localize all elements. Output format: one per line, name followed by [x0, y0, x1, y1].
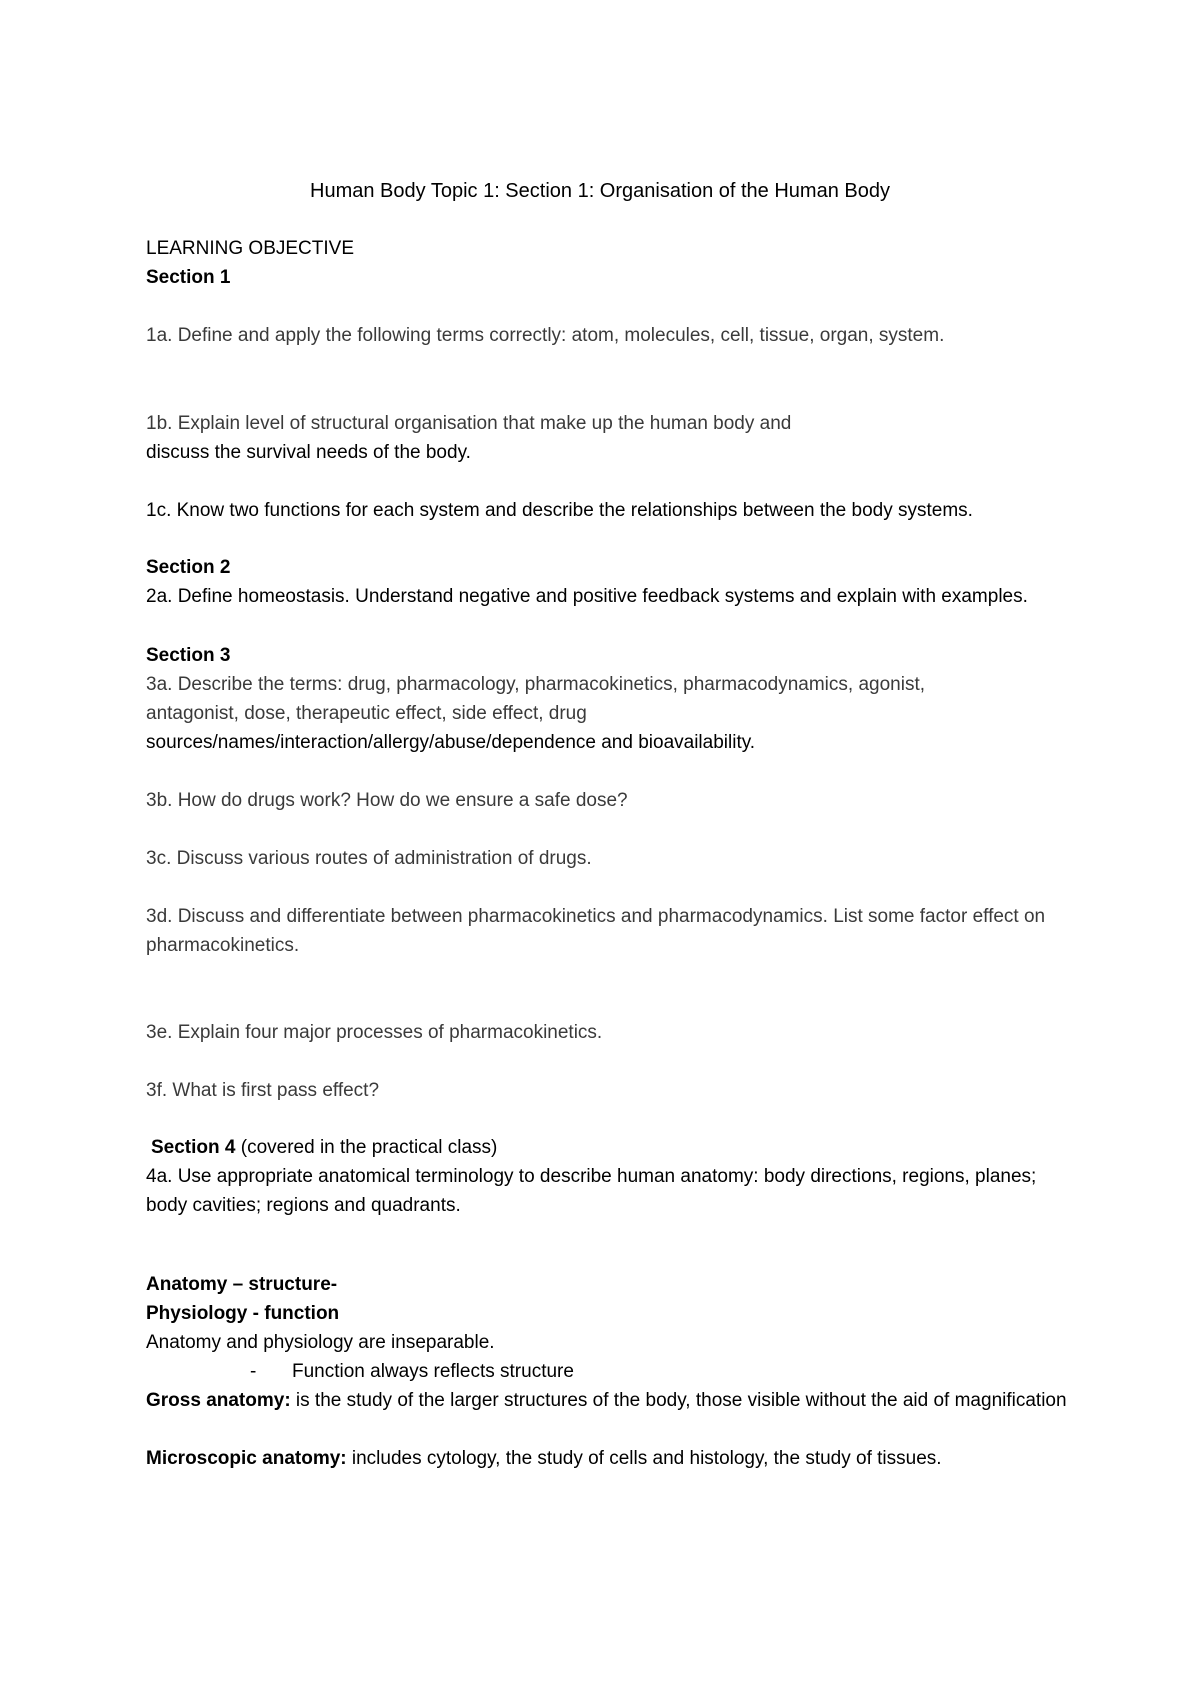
gross-anatomy-definition	[146, 1386, 1076, 1415]
physiology-heading: Physiology - function	[146, 1303, 340, 1324]
document-title: Human Body Topic 1: Section 1: Organisation of the Human Body	[310, 180, 890, 202]
objective-3a-line3: sources/names/interaction/allergy/abuse/dependence and bioavailability.	[146, 732, 756, 753]
gross-anatomy-text: is the study of the larger structures of the body, those visible without the aid of magnification	[290, 1390, 1067, 1411]
microscopic-anatomy-definition	[146, 1444, 1076, 1473]
section-4-label: Section 4	[151, 1137, 236, 1158]
objective-3c: 3c. Discuss various routes of administration of drugs.	[146, 848, 592, 869]
objective-3a-line2: antagonist, dose, therapeutic effect, side effect, drug	[146, 703, 587, 724]
microscopic-anatomy-text: includes cytology, the study of cells and histology, the study of tissues.	[346, 1448, 942, 1469]
inseparable-statement: Anatomy and physiology are inseparable.	[146, 1332, 495, 1353]
objective-3d: 3d. Discuss and differentiate between pharmacokinetics and pharmacodynamics. List some factor effect on pharmacokinetics.	[146, 906, 1046, 956]
objective-1b-line2: discuss the survival needs of the body.	[146, 442, 471, 463]
gross-anatomy-term: Gross anatomy:	[146, 1390, 291, 1411]
bullet-text: Function always reflects structure	[292, 1361, 574, 1382]
section-4-heading	[151, 1133, 1081, 1162]
objective-1a: 1a. Define and apply the following terms correctly: atom, molecules, cell, tissue, organ, system.	[146, 325, 945, 346]
bullet-function-reflects-structure	[250, 1357, 574, 1386]
objective-2a: 2a. Define homeostasis. Understand negative and positive feedback systems and explain with examples.	[146, 586, 1028, 607]
objective-4a: 4a. Use appropriate anatomical terminology to describe human anatomy: body directions, regions, planes; body cavities; regions and quadrants.	[146, 1166, 1037, 1216]
objective-1b-line1: 1b. Explain level of structural organisation that make up the human body and	[146, 413, 792, 434]
section-4-note: (covered in the practical class)	[235, 1137, 498, 1158]
objective-3e: 3e. Explain four major processes of pharmacokinetics.	[146, 1022, 603, 1043]
objective-3f: 3f. What is first pass effect?	[146, 1080, 380, 1101]
anatomy-heading: Anatomy – structure-	[146, 1274, 338, 1295]
objective-3b: 3b. How do drugs work? How do we ensure a safe dose?	[146, 790, 628, 811]
microscopic-anatomy-term: Microscopic anatomy:	[146, 1448, 347, 1469]
section-1-heading: Section 1	[146, 267, 231, 288]
section-2-heading: Section 2	[146, 557, 231, 578]
dash-marker: -	[250, 1361, 257, 1382]
objective-3a-line1: 3a. Describe the terms: drug, pharmacology, pharmacokinetics, pharmacodynamics, agonist,	[146, 674, 926, 695]
objective-1c: 1c. Know two functions for each system and describe the relationships between the body systems.	[146, 500, 973, 521]
learning-objective-heading: LEARNING OBJECTIVE	[146, 238, 354, 259]
section-3-heading: Section 3	[146, 645, 231, 666]
